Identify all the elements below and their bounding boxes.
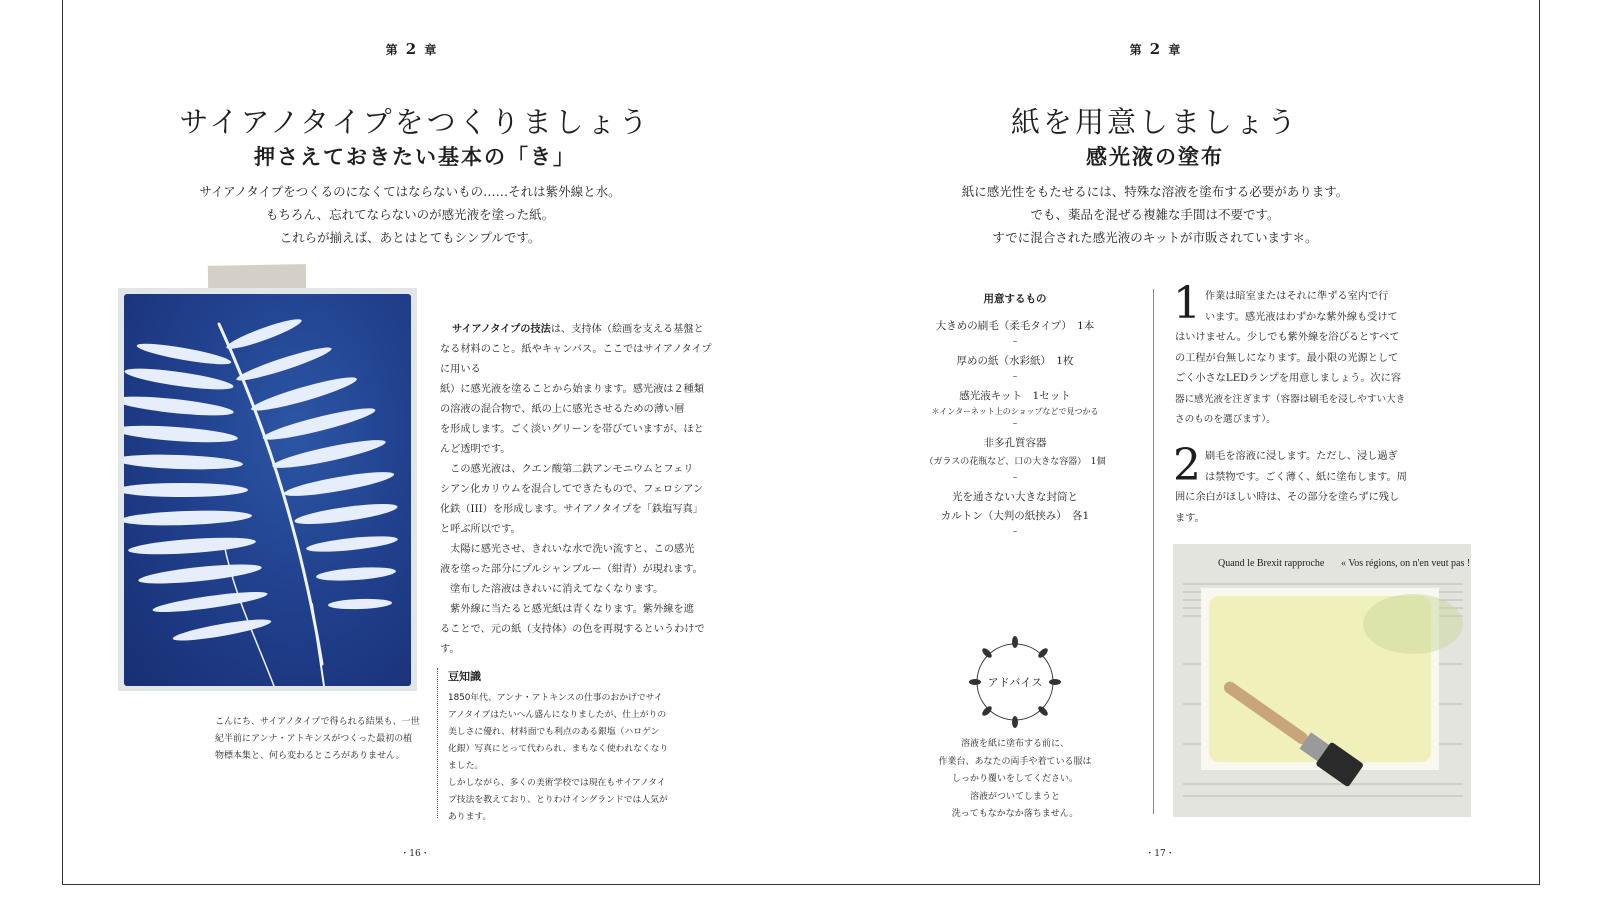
- left-chapter-label: 第 2 章: [385, 40, 439, 58]
- advice-text: 溶液を紙に塗布する前に、 作業台、あなたの両手や着ている服は しっかり覆いをしてください。 溶液がついてしまうと 洗ってもなかなか落ちません。: [938, 739, 1092, 819]
- separator: –: [1012, 337, 1018, 347]
- body-lead-term: サイアノタイプの技法: [452, 324, 551, 335]
- fern-cyanotype-photo: [118, 288, 417, 691]
- step-1-text-cont: はいけません。少しでも紫外線を浴びるとすべて の工程が台無しになります。最小限の光源として ごく小さなLEDランプを用意しましょう。次に容 器に感光液を注ぎます（容器は刷毛を浸しやすい大き さのものを選びます）。: [1175, 332, 1406, 425]
- column-rule: [1153, 289, 1154, 814]
- left-intro: サイアノタイプをつくるのになくてはならないもの……それは紫外線と水。 もちろん、忘れてならないのが感光液を塗った紙。 これらが揃えば、あとはとてもシンプルです。: [199, 184, 621, 245]
- trivia-divider: [437, 668, 438, 818]
- right-page-subtitle: 感光液の塗布: [1086, 144, 1224, 169]
- masking-tape: [208, 264, 306, 291]
- separator: –: [1012, 419, 1018, 429]
- left-page-number: ・16・: [400, 849, 430, 859]
- step-1-text: 作業は暗室またはそれに準ずる室内で行 います。感光液はわずかな紫外線も受けて: [1205, 291, 1398, 323]
- separator: –: [1012, 372, 1018, 382]
- fern-leaf-image: [124, 294, 411, 686]
- right-page-title: 紙を用意しましょう: [1010, 105, 1299, 139]
- material-item: 大きめの刷毛（柔毛タイプ） 1本: [935, 320, 1095, 332]
- brush-painting-photo: [1173, 544, 1471, 817]
- materials-title: 用意するもの: [983, 293, 1047, 305]
- trivia-box: 豆知識 1850年代、アンナ・アトキンスの仕事のおかげでサイ アノタイプはたいへん盛んになりましたが、仕上がりの 美しさに優れ、材料面でも利点のある銀塩（ハロゲン 化銀）写真にとって代わられ、まもなく使われなくなり ました。 しかしながら、多くの美術学校では現在もサイアノタイ プ技法を教えており、とりわけイングランドでは人気が あります。: [448, 668, 708, 826]
- step-2-text-cont: 囲に余白がほしい時は、その部分を塗らずに残し ます。: [1175, 492, 1400, 524]
- newspaper-headline-1: Quand le Brexit rapproche: [1218, 558, 1325, 569]
- separator: –: [1012, 473, 1018, 483]
- step-2-text: 刷毛を溶液に浸します。ただし、浸し過ぎ は禁物です。ごく薄く、紙に塗布します。周: [1205, 451, 1407, 483]
- material-item: 厚めの紙（水彩紙） 1枚: [956, 355, 1074, 367]
- left-page-subtitle: 押さえておきたい基本の「き」: [254, 144, 576, 169]
- step-1-number: 1: [1173, 278, 1201, 329]
- right-intro: 紙に感光性をもたせるには、特殊な溶液を塗布する必要があります。 でも、薬品を混ぜる複雑な手間は不要です。 すでに混合された感光液のキットが市販されています＊。: [961, 184, 1349, 245]
- advice-wreath: [969, 636, 1061, 728]
- trivia-title: 豆知識: [448, 670, 481, 683]
- advice-label: アドバイス: [987, 676, 1043, 689]
- left-page-title: サイアノタイプをつくりましょう: [179, 105, 651, 139]
- materials-list: [900, 290, 1130, 538]
- separator: –: [1012, 527, 1018, 537]
- material-item: 光を通さない大きな封筒と カルトン（大判の紙挟み） 各1: [940, 491, 1090, 522]
- right-page-number: ・17・: [1145, 849, 1175, 859]
- photo-caption: こんにち、サイアノタイプで得られる結果も、一世 紀半前にアンナ・アトキンスがつくった最初の植 物標本集と、何ら変わるところがありません。: [215, 717, 420, 761]
- step-2-number: 2: [1173, 440, 1201, 491]
- material-item: 感光液キット 1セット ＊インターネット上のショップなどで見つかる: [931, 390, 1099, 416]
- newspaper-headline-2: « Vos régions, on n'en veut pas !: [1341, 558, 1471, 569]
- left-body-text: サイアノタイプの技法は、支持体（絵画を支える基盤と なる材料のこと。紙やキャンバス。ここではサイアノタイプに用いる 紙）に感光液を塗ることから始まります。感光液は２種類 の溶液の混合物で、紙の上に感光させるための薄い層 を形成します。ごく淡いグリーンを帯びていますが、ほと んど透明です。 この感光液は、クエン酸第二鉄アンモニウムとフェリ シアン化カリウムを混合してできたもので、フェロシアン 化鉄（III）を形成します。サイアノタイプを「鉄塩写真」 と呼ぶ所以です。 太陽に感光させ、きれいな水で洗い流すと、この感光 液を塗った部分にプルシャンブルー（紺青）が現れます。 塗布した溶液はきれいに消えてなくなります。 紫外線に当たると感光紙は青くなります。紫外線を遮 ることで、元の紙（支持体）の色を再現するというわけです。: [440, 324, 712, 655]
- right-chapter-label: 第 2 章: [1129, 40, 1183, 58]
- material-item: 非多孔質容器 （ガラスの花瓶など、口の大きな容器） 1個: [924, 437, 1106, 467]
- newspaper-background: [1173, 544, 1471, 817]
